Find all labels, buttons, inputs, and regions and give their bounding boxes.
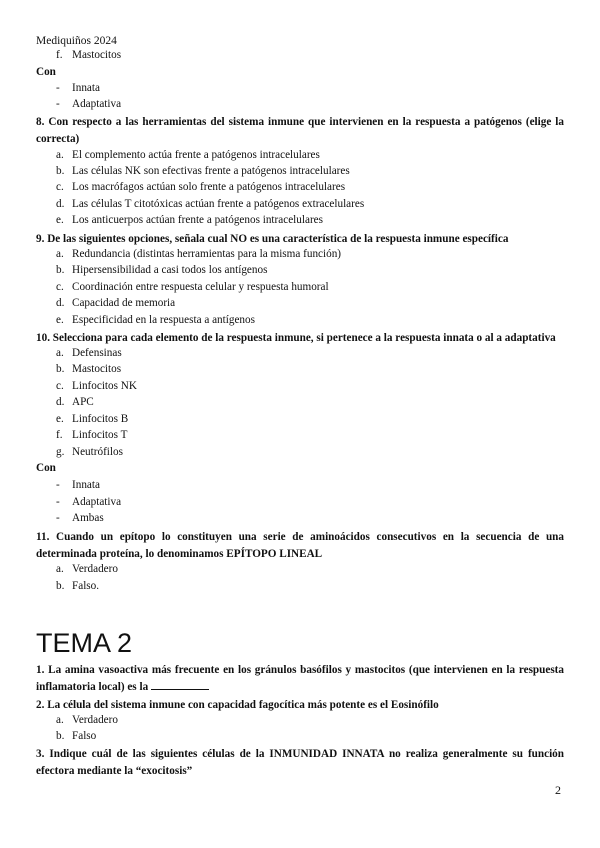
list-marker: a.: [56, 149, 64, 161]
list-marker: a.: [56, 563, 64, 575]
list-marker: e.: [56, 413, 64, 425]
question-11-title: 11. Cuando un epítopo lo constituyen una serie de aminoácidos consecutivos en la secuencia de una determinada proteína, lo denominamos EPÍTOPO LINEAL: [36, 531, 564, 560]
list-text: Linfocitos T: [72, 429, 128, 441]
page-header: Mediquiños 2024: [36, 35, 117, 47]
list-text: Redundancia (distintas herramientas para la misma función): [72, 248, 342, 260]
list-text: Linfocitos B: [72, 413, 129, 425]
tema2-question-1-title: [36, 662, 564, 695]
list-text: Adaptativa: [72, 496, 122, 508]
list-marker: b.: [56, 730, 65, 742]
page-number: 2: [555, 783, 561, 797]
list-marker: a.: [56, 248, 64, 260]
answer-blank: [151, 680, 209, 690]
tema2-question-2-title: 2. La célula del sistema inmune con capacidad fagocítica más potente es el Eosinófilo: [36, 699, 439, 711]
list-marker: b.: [56, 580, 65, 592]
list-marker: b.: [56, 264, 65, 276]
list-marker: b.: [56, 165, 65, 177]
list-text: Las células T citotóxicas actúan frente a patógenos extracelulares: [72, 198, 365, 210]
list-text: Mastocitos: [72, 363, 122, 375]
question-text: 1. La amina vasoactiva más frecuente en los gránulos basófilos y mastocitos (que intervienen en la respuesta inflamatoria local) es la: [36, 664, 564, 693]
list-text: Adaptativa: [72, 98, 122, 110]
con-label: Con: [36, 66, 56, 78]
list-text: Verdadero: [72, 563, 118, 575]
list-marker: c.: [56, 380, 64, 392]
list-text: Defensinas: [72, 347, 122, 359]
list-text: Ambas: [72, 512, 104, 524]
list-text: Capacidad de memoria: [72, 297, 176, 309]
list-marker: d.: [56, 297, 65, 309]
list-marker: -: [56, 479, 60, 491]
list-marker: g.: [56, 446, 65, 458]
list-marker: d.: [56, 198, 65, 210]
list-marker: c.: [56, 181, 64, 193]
list-text: Neutrófilos: [72, 446, 123, 458]
list-marker: e.: [56, 314, 64, 326]
tema2-question-3-title: 3. Indique cuál de las siguientes células de la INMUNIDAD INNATA no realiza generalmente su función efectora mediante la “exocitosis”: [36, 748, 564, 777]
list-text: Coordinación entre respuesta celular y respuesta humoral: [72, 281, 329, 293]
list-marker: c.: [56, 281, 64, 293]
list-text: El complemento actúa frente a patógenos intracelulares: [72, 149, 320, 161]
list-marker: f.: [56, 49, 63, 61]
section-heading: TEMA 2: [36, 628, 133, 658]
list-text: Especificidad en la respuesta a antígenos: [72, 314, 255, 326]
list-marker: e.: [56, 214, 64, 226]
list-text: Falso.: [72, 580, 100, 592]
list-text: Falso: [72, 730, 97, 742]
list-marker: -: [56, 82, 60, 94]
list-text: Linfocitos NK: [72, 380, 137, 392]
list-marker: -: [56, 512, 60, 524]
question-10-title: 10. Selecciona para cada elemento de la respuesta inmune, si pertenece a la respuesta innata o al a adaptativa: [36, 332, 556, 344]
list-marker: -: [56, 98, 60, 110]
question-9-title: 9. De las siguientes opciones, señala cual NO es una característica de la respuesta inmune específica: [36, 233, 509, 245]
list-marker: a.: [56, 347, 64, 359]
con-label: Con: [36, 462, 56, 474]
list-text: Los macrófagos actúan solo frente a patógenos intracelulares: [72, 181, 346, 193]
list-text: Las células NK son efectivas frente a patógenos intracelulares: [72, 165, 350, 177]
list-text: Innata: [72, 82, 100, 94]
list-marker: b.: [56, 363, 65, 375]
list-text: Mastocitos: [72, 49, 122, 61]
list-text: Hipersensibilidad a casi todos los antígenos: [72, 264, 268, 276]
list-marker: a.: [56, 714, 64, 726]
list-marker: f.: [56, 429, 63, 441]
list-text: Innata: [72, 479, 100, 491]
question-8-title: 8. Con respecto a las herramientas del sistema inmune que intervienen en la respuesta a patógenos (elige la correcta): [36, 116, 564, 145]
list-marker: -: [56, 496, 60, 508]
list-text: Los anticuerpos actúan frente a patógenos intracelulares: [72, 214, 323, 226]
list-text: Verdadero: [72, 714, 118, 726]
list-text: APC: [72, 396, 94, 408]
list-marker: d.: [56, 396, 65, 408]
